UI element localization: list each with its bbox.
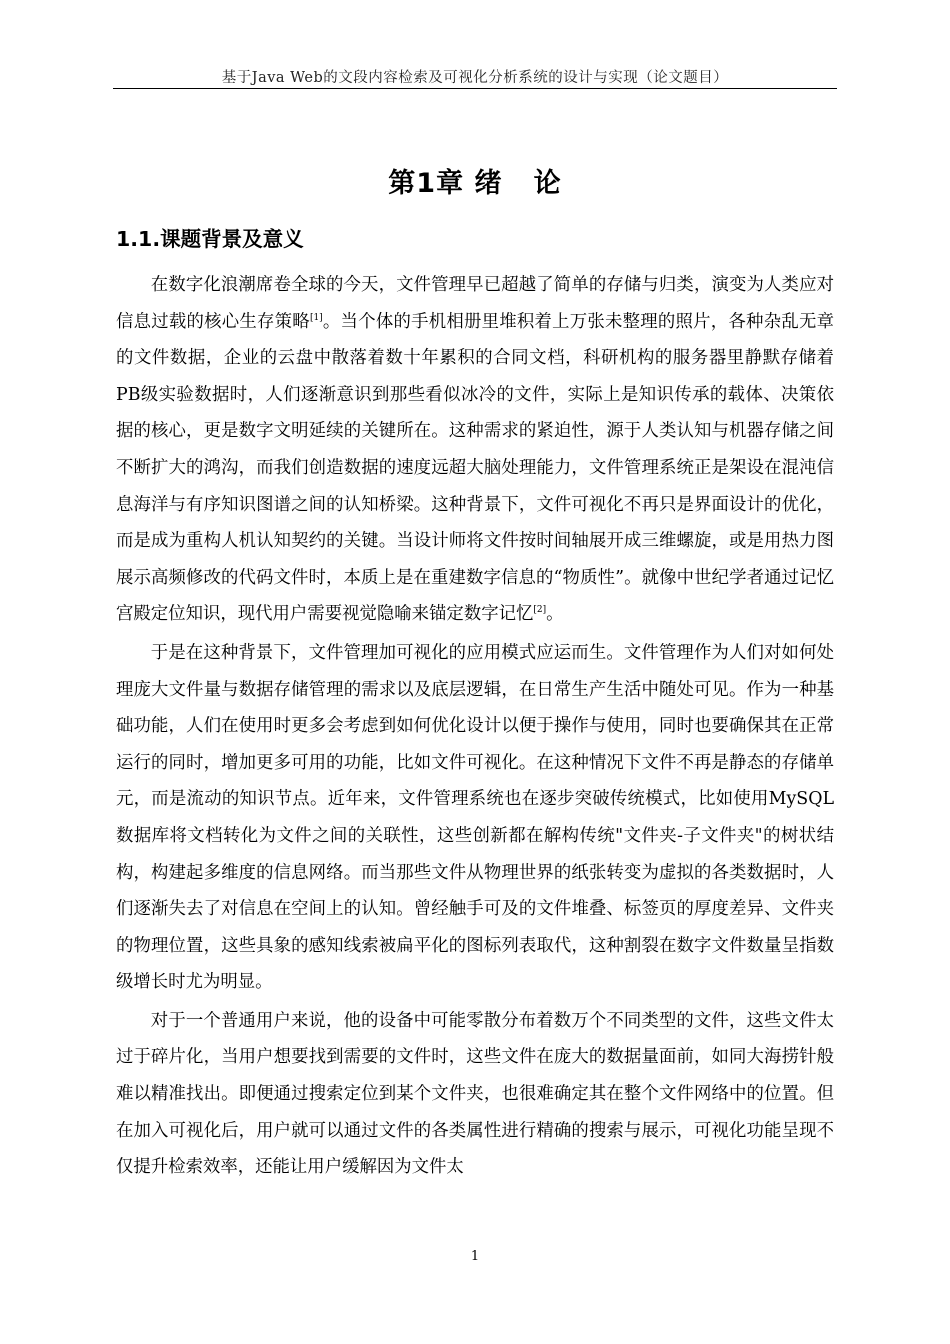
- citation-ref-2: [2]: [533, 605, 547, 616]
- page-number: 1: [470, 1249, 480, 1264]
- chapter-title: 第1章 绪 论: [388, 168, 562, 200]
- paragraph-2: 于是在这种背景下，文件管理加可视化的应用模式应运而生。文件管理作为人们对如何处理庞大文件量与数据存储管理的需求以及底层逻辑，在日常生产生活中随处可见。作为一种基础功能，人们在使用时更多会考虑到如何优化设计以便于操作与使用，同时也要确保其在正常运行的同时，增加更多可用的功能，比如文件可视化。在这种情况下文件不再是静态的存储单元，而是流动的知识节点。近年来，文件管理系统也在逐步突破传统模式，比如使用MySQL数据库将文档转化为文件之间的关联性，这些创新都在解构传统"文件夹-子文件夹"的树状结构，构建起多维度的信息网络。而当那些文件从物理世界的纸张转变为虚拟的各类数据时，人们逐渐失去了对信息在空间上的认知。曾经触手可及的文件堆叠、标签页的厚度差异、文件夹的物理位置，这些具象的感知线索被扁平化的图标列表取代，这种割裂在数字文件数量呈指数级增长时尤为明显。: [116, 642, 834, 993]
- citation-ref-1: [1]: [309, 312, 323, 323]
- paragraph-1: [116, 267, 834, 633]
- section-title: 1.1.课题背景及意义: [116, 227, 304, 251]
- paragraph-3: 对于一个普通用户来说，他的设备中可能零散分布着数万个不同类型的文件，这些文件太过于碎片化，当用户想要找到需要的文件时，这些文件在庞大的数据量面前，如同大海捞针般难以精准找出。即便通过搜索定位到某个文件夹，也很难确定其在整个文件网络中的位置。但在加入可视化后，用户就可以通过文件的各类属性进行精确的搜索与展示，可视化功能呈现不仅提升检索效率，还能让用户缓解因为文件太: [116, 1010, 834, 1178]
- paragraph-1-part-c: 。: [546, 604, 564, 625]
- paragraph-1-part-b: 。当个体的手机相册里堆积着上万张未整理的照片，各种杂乱无章的文件数据，企业的云盘中散落着数十年累积的合同文档，科研机构的服务器里静默存储着PB级实验数据时，人们逐渐意识到那些看似冰冷的文件，实际上是知识传承的载体、决策依据的核心，更是数字文明延续的关键所在。这种需求的紧迫性，源于人类认知与机器存储之间不断扩大的鸿沟，而我们创造数据的速度远超大脑处理能力，文件管理系统正是架设在混沌信息海洋与有序知识图谱之间的认知桥梁。这种背景下，文件可视化不再只是界面设计的优化，而是成为重构人机认知契约的关键。当设计师将文件按时间轴展开成三维螺旋，或是用热力图展示高频修改的代码文件时，本质上是在重建数字信息的“物质性”。就像中世纪学者通过记忆宫殿定位知识，现代用户需要视觉隐喻来锚定数字记忆: [116, 311, 834, 625]
- running-header: 基于Java Web的文段内容检索及可视化分析系统的设计与实现（论文题目）: [221, 70, 729, 86]
- header-rule: [113, 88, 837, 89]
- paragraph-1-part-a: 在数字化浪潮席卷全球的今天，文件管理早已超越了简单的存储与归类，演变为人类应对信息过载的核心生存策略: [116, 275, 834, 332]
- body-text: [116, 267, 834, 1186]
